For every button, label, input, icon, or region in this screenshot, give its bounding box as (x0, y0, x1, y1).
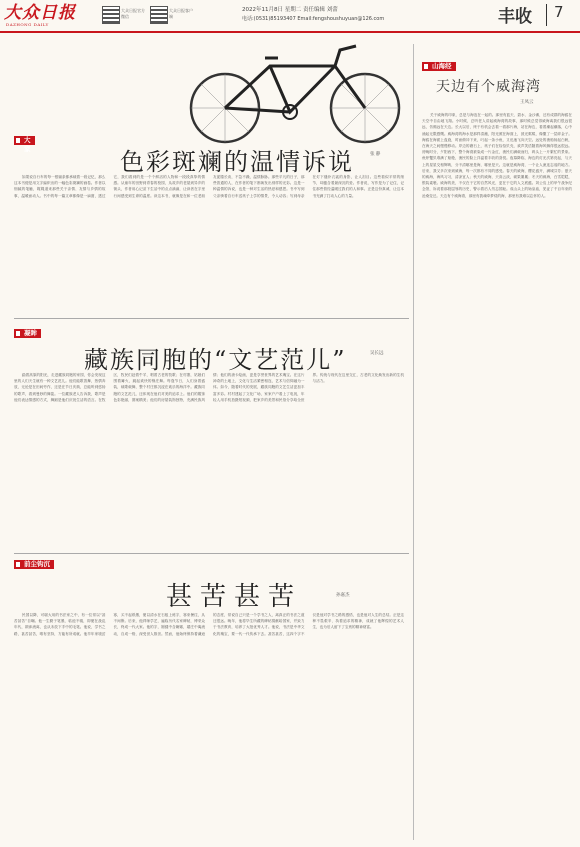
qr-caption-wechat: 大众日报官方微信 (121, 8, 145, 19)
headline-article2: 藏族同胞的“文艺范儿” (84, 346, 347, 374)
divider-1 (14, 318, 409, 319)
contact-line: 电话:(0531)85193407 Email:fengshoushuyuan@126.com (242, 16, 385, 22)
bicycle-illustration (160, 36, 430, 148)
article3-body (14, 612, 404, 840)
right-article-body (422, 112, 572, 840)
headline-article3: 甚苦甚苦 (166, 582, 303, 612)
newspaper-logo-subtitle: DAZHONG DAILY (6, 22, 49, 27)
wechat-qr-icon (102, 6, 120, 24)
headline-article1: 色彩斑斓的温情诉说 (120, 148, 354, 176)
byline-article2: 吴长远 (370, 351, 384, 356)
header-divider (546, 4, 547, 26)
column-divider (413, 44, 414, 840)
date-line: 2022年11月8日 星期二 责任编辑 刘蕾 (242, 7, 338, 13)
newspaper-logo: 大众日报 (4, 3, 76, 23)
page-number: 7 (554, 3, 564, 21)
right-article-text: 关于威海的印象，总是与海连在一起的。那里有蓝天、碧水、金沙滩，还有成群的海鸥在天空中自由地飞翔。小时候，总听老人讲起威海湾的故事，那时候总觉得威海离我们很远很远，仿佛远在天边。长大以后，终于有机会去看一看那片海，站在海边，看着潮起潮落，心中涌起无限感慨。威海湾的海水是那样清澈，阳光照在海面上，波光粼粼，像撒了一层碎金子。海鸥在海面上盘旋，时而俯冲下来，叼起一条小鱼，又迅速飞向天空。远处的渔船扬起白帆，在海天之间慢慢移动。岸边的礁石上，孩子们在捡拾贝壳，欢声笑语随着海风飘得很远很远。傍晚时分，夕阳西下，整个海湾被染成一片金红，渔民们满载而归，码头上一片繁忙的景象。鱼虾蟹贝堆满了船舱，渔民的脸上洋溢着丰收的喜悦。夜幕降临，海边的灯光次第亮起，与天上的星星交相辉映，分不清哪里是海，哪里是天。这就是威海湾，一个让人流连忘返的地方。后来，我又多次来到威海，每一次都有不同的感受。春天的威海，樱花盛开，满城芬芳；夏天的威海，海风习习，清凉宜人；秋天的威海，天高云淡，硕果累累；冬天的威海，白雪皑皑，银装素裹。威海的美，不仅在于它的自然风光，更在于它的人文底蕴。刘公岛上的甲午战争纪念馆，诉说着那段屈辱的历史，警示着后人勿忘国耻。成山头上的始皇庙，见证了千百年来的沧桑变迁。天边有个威海湾，那里有我魂牵梦绕的海，那里有我难以忘怀的人。 (422, 113, 572, 198)
byline-right: 王凤云 (520, 100, 534, 105)
app-qr-icon (150, 6, 168, 24)
tag-shanhaijing: 山海经 (422, 62, 456, 71)
article2-body (14, 372, 404, 548)
qr-caption-app: 大众日报客户端 (169, 8, 193, 19)
divider-2 (14, 553, 409, 554)
article2-text: 踏着高原的阳光，走进藏族同胞的家园，你会发现这里的人们天生就有一种文艺范儿。他们能歌善舞，热情奔放，无论是在田间劳作，还是在节日庆典，总能听到悠扬的歌声，看到曼妙的舞姿。一位藏族老人告诉我，歌声是他们表达情感的方式，舞蹈是他们庆祝生活的语言。在牧区，牧民们赶着牛羊，唱着古老的牧歌；在村寨，姑娘们围着篝火，跳起欢快的锅庄舞。每逢节日，人们身着盛装，载歌载舞，整个村庄都沉浸在欢乐的海洋中。藏族同胞的文艺范儿，还体现在他们对美的追求上。他们的服饰色彩艳丽，图案精美；他们的房屋装饰独特，充满民族风情；他们的唐卡绘画，更是享誉世界的艺术瑰宝。在这片神奇的土地上，文化与生活紧密相连，艺术与信仰融为一体。如今，随着时代的发展，藏族同胞的文艺生活更加丰富多彩。村村建起了文化广场，家家户户看上了电视，年轻人用手机拍摄短视频，把家乡的美景和民俗分享给全世界。传统与现代在这里交汇，古老的文化焕发出新的生机与活力。 (14, 373, 404, 402)
byline-article1: 张 静 (370, 152, 381, 157)
article1-body (14, 174, 404, 314)
byline-article3: 孙嘉杰 (336, 593, 350, 598)
tag-ningmou: 凝眸 (14, 329, 41, 338)
article3-text: 民国以降，可堪大用的书法家之中，有一位常以“甚苦甚苦”自嘲。他一生勤于笔墨，临池不辍，即便在战乱年代，颠沛流离，也从未放下手中的毛笔。他说，学书之路，甚苦甚苦，唯有坚持，方能有所成就。他早年家境贫寒，买不起纸墨，便以清水在石板上练字，寒来暑往，从不间断。后来，他拜师学艺，遍临历代名家碑帖，博采众长，终成一代大家。他的字，刚健中含婀娜，端庄中寓流动，自成一格，深受世人推崇。然而，他始终保持着谦逊的态度，常说自己只是一个学书之人，离真正的书法之道还很远。晚年，他将毕生所藏的碑帖捐献给国家，并致力于书法教育，培养了大批优秀人才。他说，书法是中华文化的瑰宝，要一代一代传承下去。甚苦甚苦，这四个字不仅是他对学书之路的感悟，也是他对人生的总结。正是这种不畏艰辛、执着追求的精神，成就了他辉煌的艺术人生，也为后人留下了宝贵的精神财富。 (14, 613, 404, 636)
header-rule (0, 31, 580, 33)
article1-text: 如果说自行车的每一根辐条都承载着一段记忆，那么这本书便是用文字编织出的一幅色彩斑斓的画卷。作者以细腻的笔触，娓娓道来那些关于亲情、友情与乡情的故事，温暖而动人。书中的每一篇文章都像是一扇窗，透过它，我们看到的是一个个鲜活的人物和一段段真挚的情感。从童年的田野到青春的校园，从故乡的老屋到异乡的街头，作者用心记录下生活中的点点滴滴，让读者在字里行间感受到生命的温度。读这本书，就像是在和一位老朋友促膝长谈，不急不躁，温情脉脉。那些平凡的日子，那些普通的人，在作者的笔下都焕发出别样的光彩。这是一种温情的诉说，也是一种对生活的热爱和感恩。书中写到父亲骑着自行车送孩子上学的情景，令人动容；写到母亲在灯下缝补衣裳的身影，让人泪目。这些看似平常的细节，却蕴含着最深沉的爱。作者说，写作是为了记住，记住那些曾经温暖过我们的人和事。正是这份真诚，让这本书充满了打动人心的力量。 (14, 175, 404, 198)
tag-qianchen: 前尘钩沉 (14, 560, 54, 569)
tag-dajia: 大家 (14, 136, 35, 145)
section-name: 丰收 (498, 7, 532, 27)
headline-right: 天边有个威海湾 (436, 79, 541, 95)
